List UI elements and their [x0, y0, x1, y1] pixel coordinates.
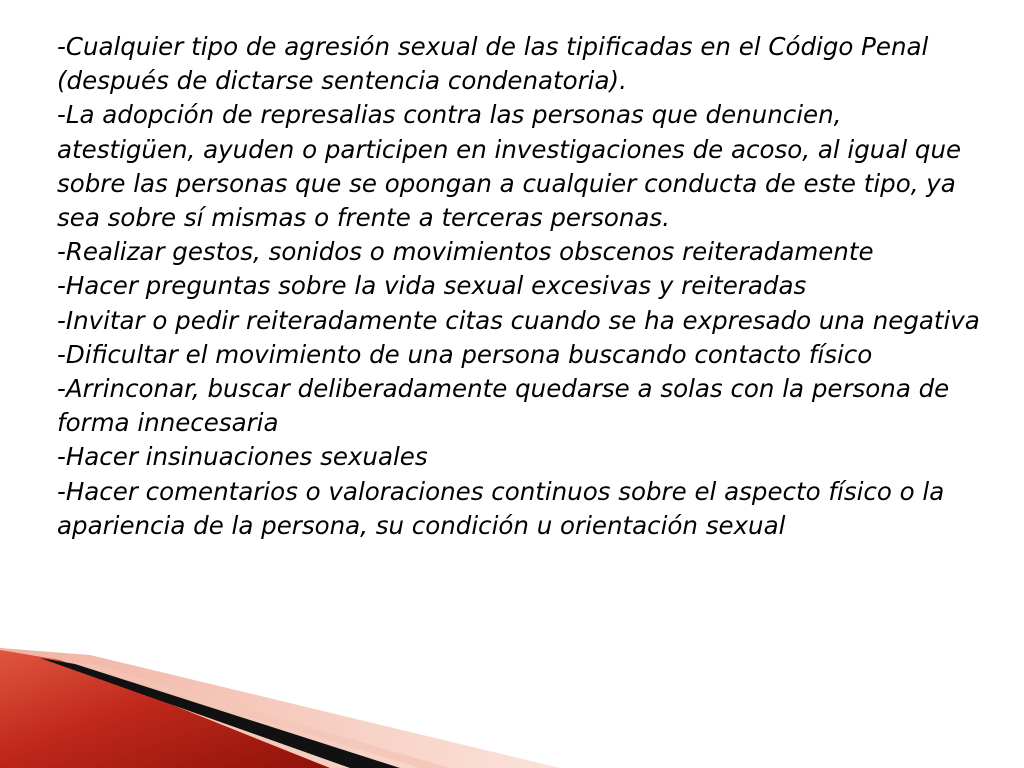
list-item: -Dificultar el movimiento de una persona buscando contacto físico	[57, 339, 873, 369]
list-item: -Arrinconar, buscar deliberadamente quedarse a solas con la persona de forma innecesaria	[57, 374, 950, 438]
slide-body	[57, 30, 987, 543]
list-item: -Hacer comentarios o valoraciones continuos sobre el aspecto físico o la apariencia de la persona, su condición u orientación sexual	[57, 476, 945, 540]
list-item: -La adopción de represalias contra las personas que denuncien, atestigüen, ayuden o participen en investigaciones de acoso, al igual que sobre las personas que se opongan a cualquier conducta de este tipo, ya sea sobre sí mismas o frente a terceras personas.	[57, 100, 962, 233]
list-item: -Invitar o pedir reiteradamente citas cuando se ha expresado una negativa	[57, 305, 980, 335]
list-item: -Realizar gestos, sonidos o movimientos obscenos reiteradamente	[57, 237, 874, 267]
list-item: -Hacer preguntas sobre la vida sexual excesivas y reiteradas	[57, 271, 807, 301]
list-item: -Hacer insinuaciones sexuales	[57, 442, 428, 472]
list-item: -Cualquier tipo de agresión sexual de las tipificadas en el Código Penal (después de dictarse sentencia condenatoria).	[57, 32, 929, 96]
